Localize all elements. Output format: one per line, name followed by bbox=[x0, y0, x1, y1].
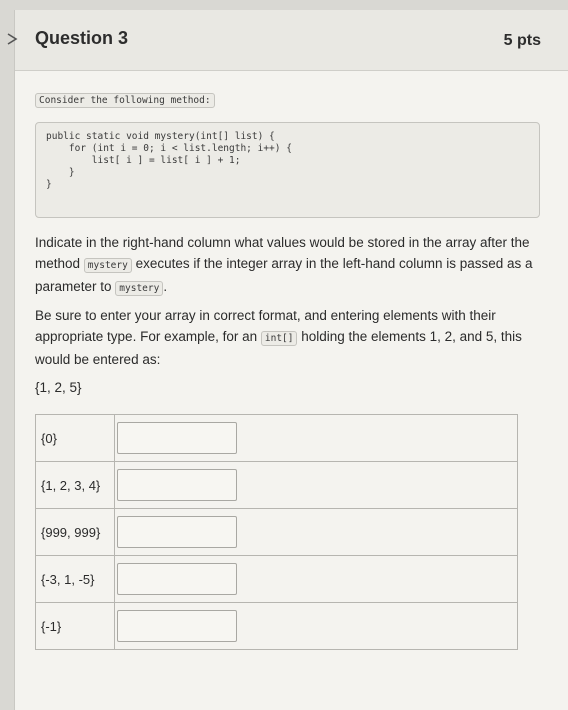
answer-input-3[interactable] bbox=[117, 516, 237, 548]
answer-cell bbox=[115, 603, 518, 650]
code-text: public static void mystery(int[] list) { for (int i = 0; i < list.length; i++) { list[ i ] = list[ i ] + 1; } } bbox=[46, 131, 292, 190]
p1-code-mystery-1: mystery bbox=[84, 258, 132, 273]
p1-text-middle: executes if the integer array in the left-hand column is passed as a parameter to bbox=[35, 256, 533, 294]
input-array-cell: {-3, 1, -5} bbox=[36, 556, 115, 603]
consider-label-wrap bbox=[35, 90, 215, 108]
answer-input-1[interactable] bbox=[117, 422, 237, 454]
p1-code-mystery-2: mystery bbox=[115, 281, 163, 296]
example-array: {1, 2, 5} bbox=[35, 380, 82, 395]
question-card bbox=[14, 10, 568, 710]
input-array-cell: {1, 2, 3, 4} bbox=[36, 462, 115, 509]
answer-input-4[interactable] bbox=[117, 563, 237, 595]
table-row bbox=[36, 509, 518, 556]
question-marker-icon bbox=[5, 32, 19, 46]
p2-text-before: Be sure to enter your array in correct format, and entering elements with their appropriate type. For example, for an bbox=[35, 308, 496, 344]
answer-input-2[interactable] bbox=[117, 469, 237, 501]
input-array-cell: {999, 999} bbox=[36, 509, 115, 556]
answer-cell bbox=[115, 556, 518, 603]
p2-code-int-array: int[] bbox=[261, 331, 298, 346]
p1-text-before: Indicate in the right-hand column what values would be stored in the array after the method bbox=[35, 235, 530, 271]
answer-input-5[interactable] bbox=[117, 610, 237, 642]
answer-cell bbox=[115, 462, 518, 509]
input-array-cell: {0} bbox=[36, 415, 115, 462]
table-row bbox=[36, 603, 518, 650]
table-row bbox=[36, 556, 518, 603]
table-row bbox=[36, 415, 518, 462]
consider-label: Consider the following method: bbox=[35, 93, 215, 108]
question-points: 5 pts bbox=[503, 32, 541, 49]
instructions-paragraph-2 bbox=[35, 305, 545, 370]
p1-text-after: . bbox=[163, 279, 168, 294]
answer-cell bbox=[115, 415, 518, 462]
question-header bbox=[15, 10, 568, 71]
code-block bbox=[35, 122, 540, 218]
instructions-paragraph-1 bbox=[35, 232, 545, 299]
p2-text-after: holding the elements 1, 2, and 5, this would be entered as: bbox=[35, 329, 522, 367]
input-array-cell: {-1} bbox=[36, 603, 115, 650]
answer-table bbox=[35, 414, 518, 650]
question-title: Question 3 bbox=[35, 28, 129, 48]
answer-cell bbox=[115, 509, 518, 556]
table-row bbox=[36, 462, 518, 509]
